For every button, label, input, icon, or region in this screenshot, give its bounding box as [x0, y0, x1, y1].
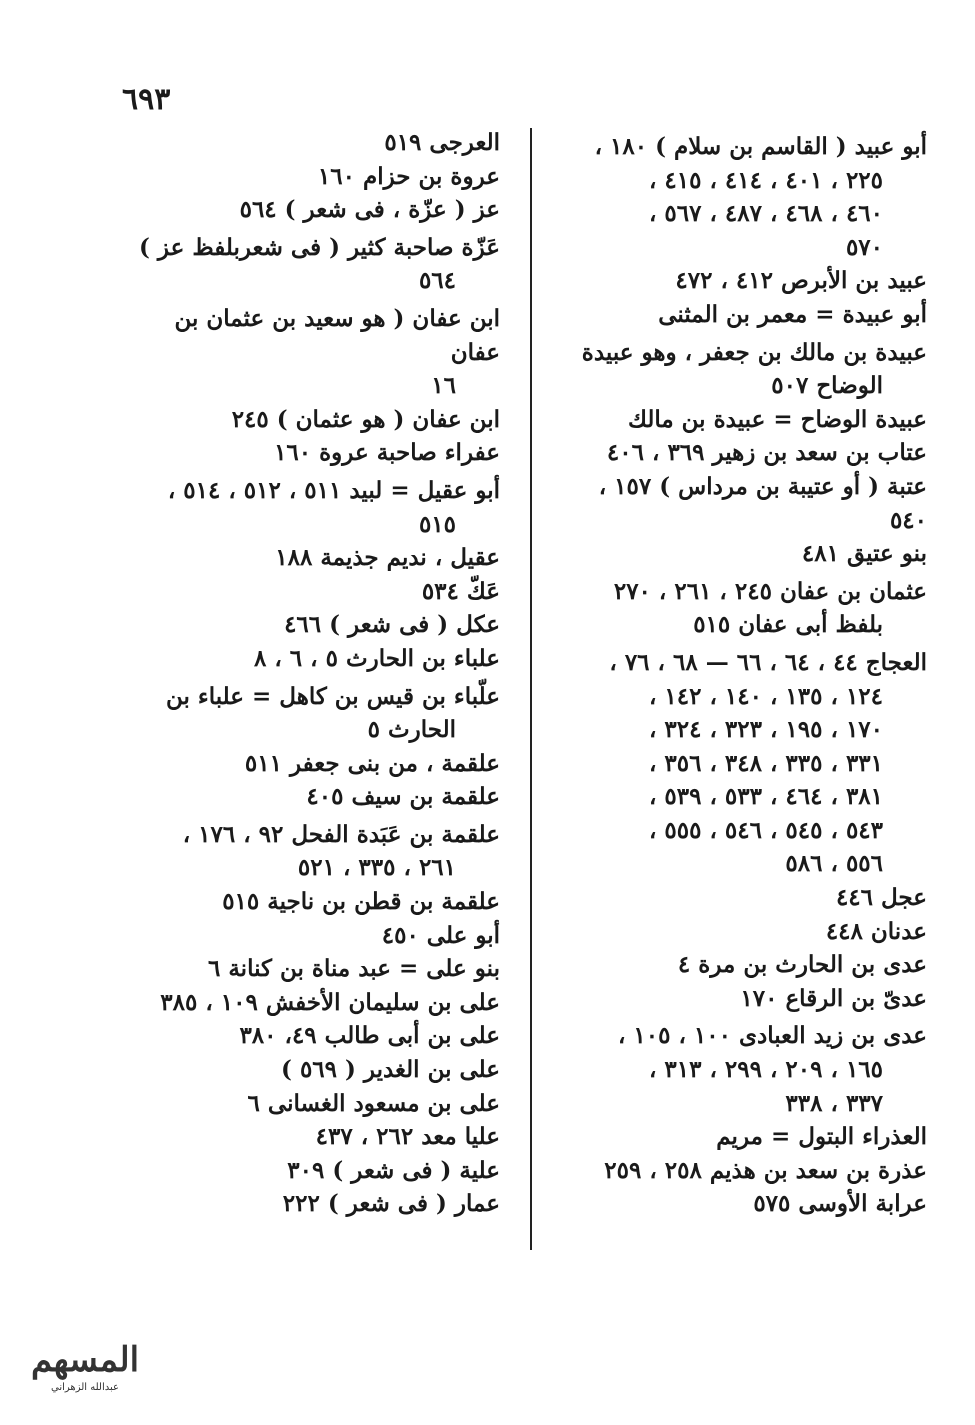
- entry-line: عجل ٤٤٦: [835, 884, 927, 912]
- entry-continuation: ١٦٥ ، ٢٠٩ ، ٢٩٩ ، ٣١٣ ،: [648, 1056, 883, 1084]
- entry-continuation: ٣٣٧ ، ٣٣٨: [785, 1089, 883, 1117]
- entry-line: عبيدة الوضاح = عبيدة بن مالك: [627, 405, 927, 433]
- entry-continuation: ٥١٥: [418, 510, 456, 538]
- entry-line: عمار ( فى شعر ) ٢٢٢: [282, 1190, 500, 1218]
- entry-line: أبو عبيدة = معمر بن المثنى: [658, 300, 927, 328]
- entry-line: عَزّة صاحبة كثير ( فى شعربلفظ عز ): [139, 233, 500, 261]
- entry-line: على بن أبى طالب ٤٩، ٣٨٠: [239, 1022, 500, 1050]
- index-column-right: [555, 126, 927, 1221]
- entry-line: عكل ( فى شعر ) ٤٦٦: [284, 611, 500, 639]
- index-entry: [130, 818, 500, 885]
- index-entry: [130, 1019, 500, 1053]
- index-entry: [555, 575, 927, 642]
- entry-line: علقمة بن قطن بن ناجية ٥١٥: [222, 888, 500, 916]
- index-entry: [130, 1120, 500, 1154]
- index-entry: [130, 541, 500, 575]
- entry-line: بنو على = عبد مناة بن كنانة ٦: [207, 955, 500, 983]
- index-column-left: [130, 126, 500, 1221]
- entry-line: عبيد بن الأبرص ٤١٢ ، ٤٧٢: [675, 267, 927, 295]
- entry-line: عفراء صاحبة عروة ١٦٠: [274, 439, 500, 467]
- entry-line: علّباء بن قيس بن كاهل = علباء بن: [165, 682, 500, 710]
- index-entry: [555, 470, 927, 537]
- index-entry: [130, 474, 500, 541]
- column-divider: [530, 128, 532, 1250]
- entry-continuation: ٤٦٠ ، ٤٦٨ ، ٤٨٧ ، ٥٦٧ ،: [648, 200, 883, 228]
- entry-line: عذرة بن سعد بن هذيم ٢٥٨ ، ٢٥٩: [604, 1156, 927, 1184]
- entry-continuation: ٣٣١ ، ٣٣٥ ، ٣٤٨ ، ٣٥٦ ،: [648, 749, 883, 777]
- entry-line: على بن سليمان الأخفش ١٠٩ ، ٣٨٥: [160, 988, 500, 1016]
- entry-line: أبو عبيد ( القاسم بن سلام ) ١٨٠ ،: [594, 133, 927, 160]
- entry-continuation: ٥٦٤: [418, 267, 456, 295]
- index-entry: [555, 264, 927, 298]
- page-number: ٦٩٣: [122, 82, 171, 117]
- entry-continuation: ٥٥٦ ، ٥٨٦: [785, 850, 883, 878]
- index-entry: [555, 1019, 927, 1120]
- entry-line: علقمة بن عَبَدة الفحل ٩٢ ، ١٧٦ ،: [182, 820, 500, 848]
- entry-line: عثمان بن عفان ٢٤٥ ، ٢٦١ ، ٢٧٠: [613, 577, 927, 605]
- index-entry: [130, 302, 500, 403]
- index-entry: [130, 231, 500, 298]
- index-entry: [130, 1087, 500, 1121]
- entry-line: أبو عقيل = لبيد ٥١١ ، ٥١٢ ، ٥١٤ ،: [167, 476, 500, 504]
- entry-continuation: بلفظ أبى عفان ٥١٥: [693, 611, 883, 639]
- entry-continuation: ١٦: [431, 372, 456, 400]
- index-entry: [555, 1187, 927, 1221]
- index-entry: [130, 885, 500, 919]
- entry-line: العذراء البتول = مريم: [716, 1123, 927, 1151]
- entry-continuation: ٥٤٣ ، ٥٤٥ ، ٥٤٦ ، ٥٥٥ ،: [648, 816, 883, 844]
- entry-continuation: ٢٢٥ ، ٤٠١ ، ٤١٤ ، ٤١٥ ،: [648, 166, 883, 194]
- index-entry: [555, 298, 927, 332]
- index-entry: [130, 952, 500, 986]
- entry-line: العرجى ٥١٩: [384, 129, 500, 156]
- entry-line: عدى بن زيد العبادى ١٠٠ ، ١٠٥ ،: [617, 1022, 927, 1050]
- index-entry: [555, 130, 927, 264]
- entry-line: عدنان ٤٤٨: [825, 917, 927, 945]
- entry-line: عتاب بن سعد بن زهير ٣٦٩ ، ٤٠٦: [606, 439, 927, 467]
- index-entry: [555, 646, 927, 881]
- index-entry: [555, 403, 927, 437]
- index-entry: [555, 537, 927, 571]
- index-entry: [130, 680, 500, 747]
- index-entry: [555, 436, 927, 470]
- index-entry: [555, 1120, 927, 1154]
- entry-continuation: الحارث ٥: [367, 716, 456, 744]
- index-entry: [555, 1154, 927, 1188]
- index-entry: [130, 403, 500, 437]
- entry-continuation: ١٧٠ ، ١٩٥ ، ٣٢٣ ، ٣٢٤ ،: [648, 716, 883, 744]
- entry-line: عروة بن حزام ١٦٠: [317, 162, 500, 190]
- library-stamp: [10, 1340, 160, 1410]
- entry-continuation: ٢٦١ ، ٣٣٥ ، ٥٢١: [297, 854, 456, 882]
- entry-continuation: الوضاح ٥٠٧: [771, 372, 883, 400]
- index-entry: [130, 160, 500, 194]
- entry-line: ابن عفان ( هو سعيد بن عثمان بن عفان: [174, 304, 500, 366]
- entry-line: عز ( عزّة ، فى شعر ) ٥٦٤: [239, 196, 500, 224]
- entry-line: عرابة الأوسى ٥٧٥: [753, 1190, 927, 1218]
- index-entry: [130, 642, 500, 676]
- index-entry: [130, 780, 500, 814]
- index-entry: [555, 915, 927, 949]
- entry-line: علباء بن الحارث ٥ ، ٦ ، ٨: [253, 644, 500, 672]
- index-entry: [130, 193, 500, 227]
- entry-line: على بن الغدير ( ٥٦٩ ): [281, 1056, 500, 1084]
- stamp-subtext: عبدالله الزهراني: [51, 1382, 119, 1393]
- entry-line: عتبة ( أو عتيبة بن مرداس ) ١٥٧ ، ٥٤٠: [598, 472, 927, 534]
- entry-line: أبو على ٤٥٠: [381, 921, 500, 949]
- entry-line: ابن عفان ( هو عثمان ) ٢٤٥: [231, 405, 500, 433]
- entry-line: العجاج ٤٤ ، ٦٤ ، ٦٦ — ٦٨ ، ٧٦ ،: [609, 648, 927, 676]
- entry-line: علقمة بن سيف ٤٠٥: [306, 783, 500, 811]
- index-entry: [130, 747, 500, 781]
- entry-line: علية ( فى شعر ) ٣٠٩: [287, 1156, 500, 1184]
- entry-continuation: ١٢٤ ، ١٣٥ ، ١٤٠ ، ١٤٢ ،: [648, 682, 883, 710]
- index-entry: [130, 1187, 500, 1221]
- entry-line: عقيل ، نديم جذيمة ١٨٨: [275, 544, 500, 572]
- stamp-text: المسهم: [30, 1340, 140, 1380]
- index-entry: [555, 982, 927, 1016]
- entry-continuation: ٥٧٠: [845, 233, 883, 261]
- index-entry: [555, 336, 927, 403]
- index-entry: [130, 1154, 500, 1188]
- index-entry: [555, 881, 927, 915]
- entry-continuation: ٣٨١ ، ٤٦٤ ، ٥٣٣ ، ٥٣٩ ،: [648, 783, 883, 811]
- entry-line: عدى بن الحارث بن مرة ٤: [677, 951, 927, 979]
- index-entry: [130, 919, 500, 953]
- entry-line: علقمة ، من بنى جعفر ٥١١: [244, 749, 500, 777]
- entry-line: عليا معد ٢٦٢ ، ٤٣٧: [315, 1123, 500, 1151]
- index-entry: [130, 986, 500, 1020]
- index-entry: [130, 608, 500, 642]
- index-entry: [130, 575, 500, 609]
- index-entry: [555, 948, 927, 982]
- index-entry: [130, 126, 500, 160]
- index-entry: [130, 1053, 500, 1087]
- entry-line: عَكّ ٥٣٤: [421, 577, 500, 605]
- entry-line: عبيدة بن مالك بن جعفر ، وهو عبيدة: [581, 338, 927, 366]
- index-entry: [130, 436, 500, 470]
- entry-line: على بن مسعود الغسانى ٦: [247, 1089, 500, 1117]
- entry-line: بنو عتيق ٤٨١: [801, 540, 927, 568]
- entry-line: عدىّ بن الرقاع ١٧٠: [740, 984, 927, 1012]
